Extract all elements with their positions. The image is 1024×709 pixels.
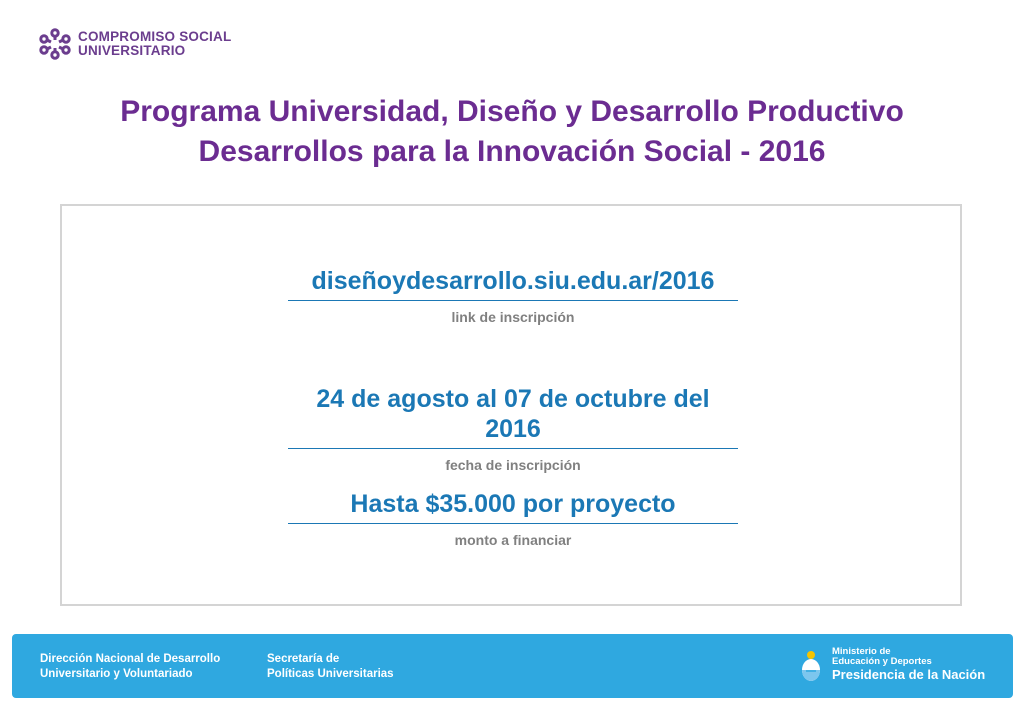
footer-directorate-line-2: Universitario y Voluntariado [40, 668, 193, 680]
title-line-2: Desarrollos para la Innovación Social - 2016 [198, 135, 826, 168]
brand-line-1: COMPROMISO SOCIAL [78, 29, 232, 44]
ministry-block [832, 647, 985, 682]
brand-name [78, 30, 231, 58]
registration-dates-caption: fecha de inscripción [445, 457, 581, 473]
ministry-line-2: Educación y Deportes [832, 656, 932, 667]
brand-line-2: UNIVERSITARIO [78, 43, 186, 58]
ministry-line-3: Presidencia de la Nación [832, 667, 986, 682]
page-title [0, 92, 1024, 172]
footer-directorate [40, 652, 220, 682]
ministry-line-1: Ministerio de [832, 646, 891, 657]
registration-link-caption: link de inscripción [451, 309, 575, 325]
funding-amount-caption: monto a financiar [454, 532, 572, 548]
compromiso-social-logo-icon [38, 27, 72, 61]
registration-link[interactable]: diseñoydesarrollo.siu.edu.ar/2016 [288, 266, 738, 301]
footer-secretariat-line-1: Secretaría de [267, 653, 340, 665]
funding-amount-block [288, 489, 738, 549]
brand-logo [38, 27, 231, 61]
footer-secretariat-line-2: Políticas Universitarias [267, 668, 394, 680]
footer-directorate-line-1: Dirección Nacional de Desarrollo [40, 653, 221, 665]
registration-dates-block [288, 384, 738, 474]
title-line-1: Programa Universidad, Diseño y Desarrollo Productivo [120, 95, 904, 128]
registration-link-block [288, 266, 738, 326]
footer-bar [12, 634, 1013, 698]
info-card [60, 204, 962, 606]
argentina-coat-of-arms-icon [800, 650, 822, 682]
funding-amount: Hasta $35.000 por proyecto [288, 489, 738, 524]
footer-secretariat [267, 652, 394, 682]
registration-dates: 24 de agosto al 07 de octubre del 2016 [288, 384, 738, 449]
